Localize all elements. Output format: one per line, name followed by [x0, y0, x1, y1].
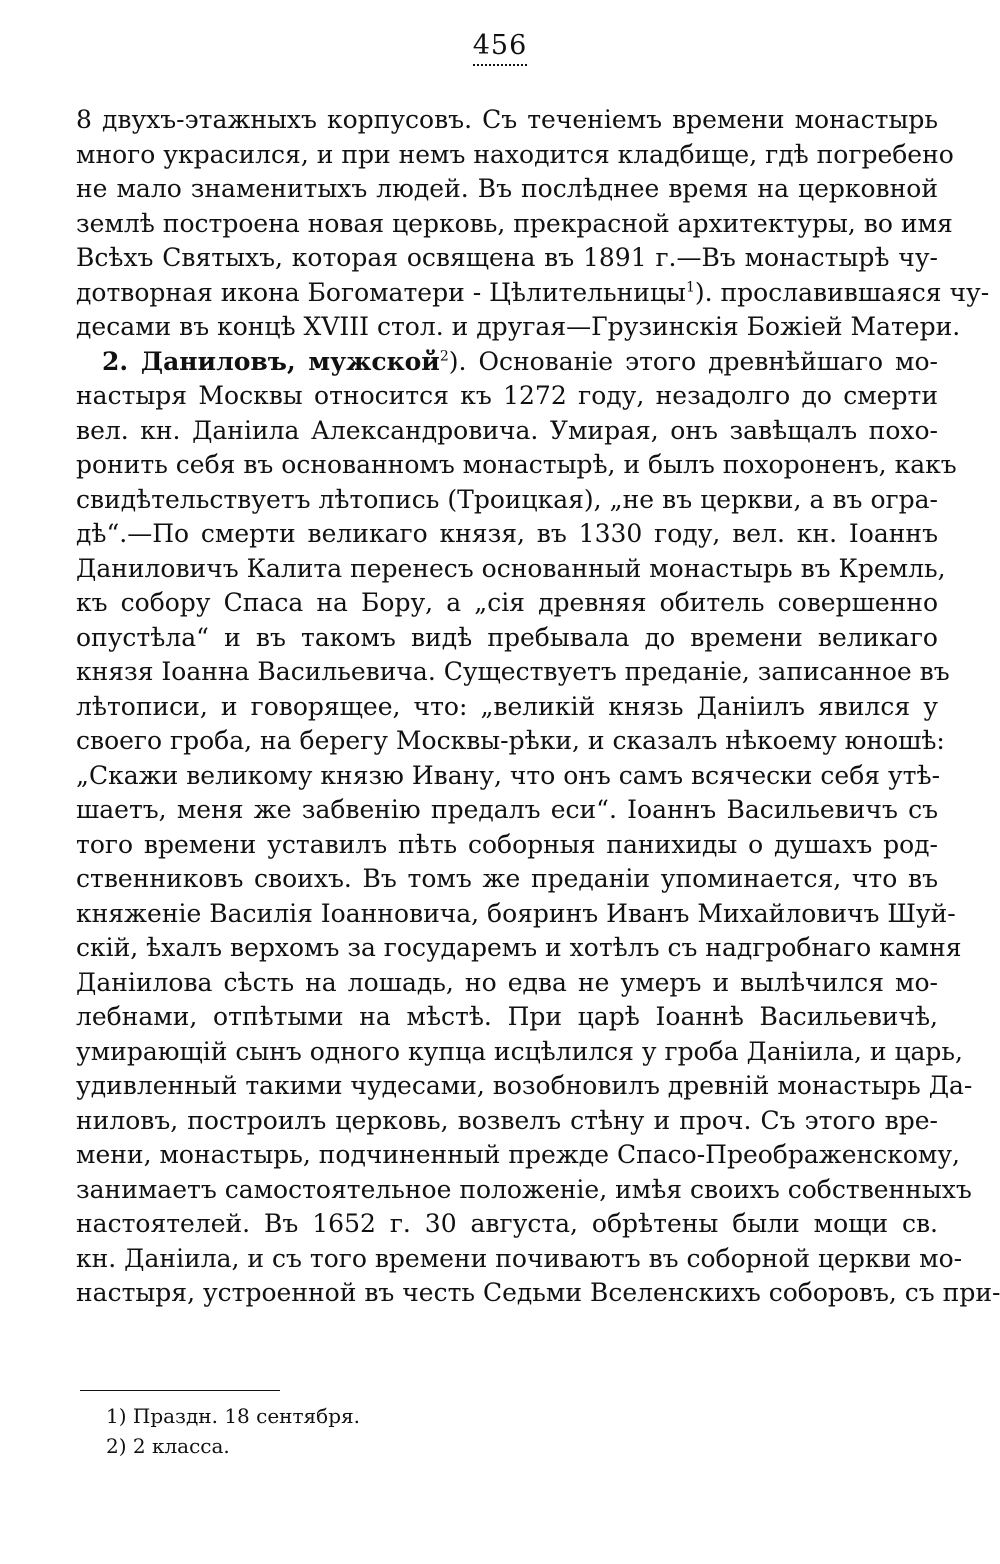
- footnote: 2) 2 класса.: [106, 1434, 230, 1458]
- text-segment: ). прославившаяся чу-: [694, 277, 990, 307]
- text-line: занимаетъ самостоятельное положеніе, имѣя своихъ собственныхъ: [76, 1174, 972, 1204]
- footnote-ref: 2: [439, 348, 449, 365]
- text-line: своего гроба, на берегу Москвы-рѣки, и сказалъ нѣкоему юношѣ:: [76, 726, 945, 755]
- text-line: шаетъ, меня же забвенію предалъ еси“. Іоаннъ Васильевичъ съ: [76, 795, 938, 824]
- text-line: князя Іоанна Васильевича. Существуетъ преданіе, записанное въ: [76, 657, 950, 686]
- text-line: того времени уставилъ пѣть соборныя панихиды о душахъ род-: [76, 829, 938, 859]
- text-line: скій, ѣхалъ верхомъ за государемъ и хотѣлъ съ надгробнаго камня: [76, 933, 962, 962]
- text-line: ственниковъ своихъ. Въ томъ же преданіи упоминается, что въ: [76, 864, 938, 893]
- text-line: [76, 276, 990, 311]
- text-segment: дотворная икона Богоматери - Цѣлительницы: [76, 277, 686, 307]
- text-line: умирающій сынъ одного купца исцѣлился у гроба Даніила, и царь,: [76, 1036, 963, 1066]
- text-line: настыря, устроенной въ честь Седьми Вселенскихъ соборовъ, съ при-: [76, 1278, 1000, 1307]
- text-line: настыря Москвы относится къ 1272 году, незадолго до смерти: [76, 381, 938, 410]
- text-line: свидѣтельствуетъ лѣтопись (Троицкая), „не въ церкви, а въ огра-: [76, 484, 938, 514]
- body-text: [76, 103, 1000, 1311]
- text-line: [76, 345, 938, 380]
- text-line: лѣтописи, и говорящее, что: „великій князь Даніилъ явился у: [76, 691, 938, 721]
- text-line: мени, монастырь, подчиненный прежде Спасо-Преображенскому,: [76, 1140, 960, 1169]
- text-line: кн. Даніила, и съ того времени почиваютъ въ соборной церкви мо-: [76, 1243, 963, 1273]
- text-line: ронить себя въ основанномъ монастырѣ, и былъ похороненъ, какъ: [76, 450, 957, 479]
- text-line: настоятелей. Въ 1652 г. 30 августа, обрѣтены были мощи св.: [76, 1209, 938, 1238]
- section-heading: 2. Даниловъ, мужской: [102, 346, 440, 376]
- text-line: „Скажи великому князю Ивану, что онъ самъ всячески себя утѣ-: [76, 760, 941, 790]
- text-line: землѣ построена новая церковь, прекрасной архитектуры, во имя: [76, 208, 953, 238]
- footnote-ref: 1: [685, 279, 695, 296]
- text-segment: ). Основаніе этого древнѣйшаго мо-: [448, 346, 938, 376]
- page-number: 456: [0, 30, 1000, 61]
- text-line: вел. кн. Даніила Александровича. Умирая, онъ завѣщалъ похо-: [76, 415, 938, 445]
- text-line: ниловъ, построилъ церковь, возвелъ стѣну и проч. Съ этого вре-: [76, 1105, 938, 1135]
- text-line: княженіе Василія Іоанновича, бояринъ Иванъ Михайловичъ Шуй-: [76, 898, 956, 928]
- text-line: удивленный такими чудесами, возобновилъ древній монастырь Да-: [76, 1071, 973, 1100]
- text-line: 8 двухъ-этажныхъ корпусовъ. Съ теченіемъ времени монастырь: [76, 105, 938, 134]
- text-line: десами въ концѣ XVIII стол. и другая—Грузинскія Божіей Матери.: [76, 312, 961, 341]
- text-line: опустѣла“ и въ такомъ видѣ пребывала до времени великаго: [76, 622, 938, 652]
- footnote-divider: [80, 1390, 280, 1391]
- text-line: лебнами, отпѣтыми на мѣстѣ. При царѣ Іоаннѣ Васильевичѣ,: [76, 1002, 938, 1031]
- text-line: дѣ“.—По смерти великаго князя, въ 1330 году, вел. кн. Іоаннъ: [76, 519, 938, 548]
- text-line: къ собору Спаса на Бору, а „сія древняя обитель совершенно: [76, 588, 938, 617]
- footnotes: [106, 1401, 360, 1461]
- text-line: Даніилова сѣсть на лошадь, но едва не умеръ и вылѣчился мо-: [76, 967, 938, 997]
- text-line: Даниловичъ Калита перенесъ основанный монастырь въ Кремль,: [76, 553, 946, 583]
- text-line: много украсился, и при немъ находится кладбище, гдѣ погребено: [76, 139, 954, 169]
- footnote: 1) Праздн. 18 сентября.: [106, 1404, 360, 1428]
- text-line: Всѣхъ Святыхъ, которая освящена въ 1891 г.—Въ монастырѣ чу-: [76, 243, 938, 272]
- text-line: не мало знаменитыхъ людей. Въ послѣднее время на церковной: [76, 174, 938, 203]
